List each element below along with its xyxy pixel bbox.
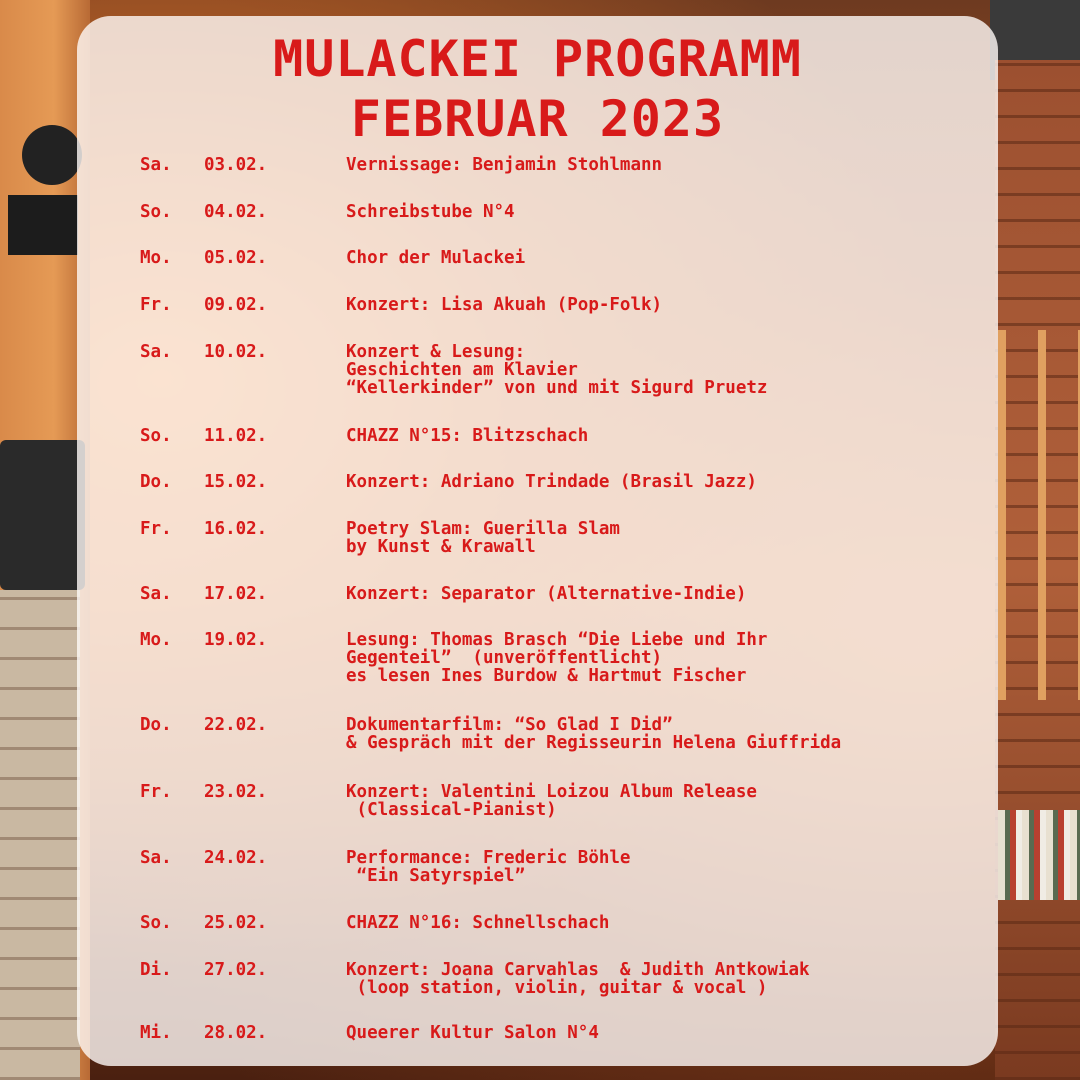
event-day: Do. bbox=[140, 472, 172, 492]
event-description-line: “Ein Satyrspiel” bbox=[346, 866, 526, 886]
event-description bbox=[346, 520, 620, 556]
event-description bbox=[346, 156, 662, 174]
event-date: 15.02. bbox=[204, 472, 268, 492]
event-day: Mi. bbox=[140, 1023, 172, 1043]
event-date: 22.02. bbox=[204, 715, 268, 735]
background-railing bbox=[998, 330, 1080, 700]
event-list bbox=[77, 16, 998, 1066]
event-date: 10.02. bbox=[204, 342, 268, 362]
event-description-line: Geschichten am Klavier bbox=[346, 360, 578, 380]
event-description-line: Konzert: Joana Carvahlas & Judith Antkowiak bbox=[346, 960, 810, 980]
event-description bbox=[346, 473, 757, 491]
event-description bbox=[346, 631, 767, 685]
event-day: Sa. bbox=[140, 584, 172, 604]
event-description-line: by Kunst & Krawall bbox=[346, 537, 536, 557]
event-description-line: (loop station, violin, guitar & vocal ) bbox=[346, 978, 768, 998]
event-description bbox=[346, 783, 757, 819]
event-description-line: Lesung: Thomas Brasch “Die Liebe und Ihr bbox=[346, 630, 768, 650]
event-description-line: (Classical-Pianist) bbox=[346, 800, 557, 820]
event-day: Fr. bbox=[140, 295, 172, 315]
event-description-line: Konzert & Lesung: bbox=[346, 342, 526, 362]
event-description-line: Dokumentarfilm: “So Glad I Did” bbox=[346, 715, 673, 735]
event-description bbox=[346, 1024, 599, 1042]
event-description bbox=[346, 249, 525, 267]
event-day: Fr. bbox=[140, 782, 172, 802]
event-description-line: Konzert: Valentini Loizou Album Release bbox=[346, 782, 757, 802]
event-day: Do. bbox=[140, 715, 172, 735]
event-description bbox=[346, 716, 841, 752]
event-description-line: Poetry Slam: Guerilla Slam bbox=[346, 519, 620, 539]
event-date: 25.02. bbox=[204, 913, 268, 933]
event-description-line: es lesen Ines Burdow & Hartmut Fischer bbox=[346, 666, 747, 686]
event-day: So. bbox=[140, 202, 172, 222]
event-description-line: Konzert: Separator (Alternative-Indie) bbox=[346, 584, 747, 604]
event-date: 28.02. bbox=[204, 1023, 268, 1043]
event-date: 05.02. bbox=[204, 248, 268, 268]
event-date: 03.02. bbox=[204, 155, 268, 175]
page-subtitle: FEBRUAR 2023 bbox=[350, 90, 725, 148]
event-day: So. bbox=[140, 426, 172, 446]
event-description-line: Chor der Mulackei bbox=[346, 248, 526, 268]
event-description bbox=[346, 849, 630, 885]
event-day: Fr. bbox=[140, 519, 172, 539]
speaker-icon bbox=[0, 440, 85, 590]
event-description-line: CHAZZ N°16: Schnellschach bbox=[346, 913, 610, 933]
event-date: 23.02. bbox=[204, 782, 268, 802]
event-description-line: & Gespräch mit der Regisseurin Helena Giuffrida bbox=[346, 733, 842, 753]
event-day: Sa. bbox=[140, 848, 172, 868]
event-description bbox=[346, 914, 609, 932]
event-description-line: Performance: Frederic Böhle bbox=[346, 848, 631, 868]
event-description-line: “Kellerkinder” von und mit Sigurd Pruetz bbox=[346, 378, 768, 398]
event-description bbox=[346, 343, 767, 397]
event-description bbox=[346, 961, 810, 997]
page-title: MULACKEI PROGRAMM bbox=[273, 30, 802, 88]
event-description-line: Vernissage: Benjamin Stohlmann bbox=[346, 155, 663, 175]
event-date: 19.02. bbox=[204, 630, 268, 650]
event-description-line: Konzert: Adriano Trindade (Brasil Jazz) bbox=[346, 472, 757, 492]
background-pillar bbox=[0, 590, 80, 1080]
event-description-line: Schreibstube N°4 bbox=[346, 202, 515, 222]
event-date: 16.02. bbox=[204, 519, 268, 539]
stage-lamp-icon bbox=[22, 125, 82, 185]
program-panel bbox=[77, 16, 998, 1066]
event-date: 09.02. bbox=[204, 295, 268, 315]
event-description bbox=[346, 296, 662, 314]
event-description bbox=[346, 427, 588, 445]
event-day: Sa. bbox=[140, 342, 172, 362]
event-description bbox=[346, 203, 515, 221]
event-description bbox=[346, 585, 746, 603]
event-day: So. bbox=[140, 913, 172, 933]
event-date: 11.02. bbox=[204, 426, 268, 446]
event-date: 17.02. bbox=[204, 584, 268, 604]
event-description-line: Queerer Kultur Salon N°4 bbox=[346, 1023, 599, 1043]
event-day: Mo. bbox=[140, 248, 172, 268]
event-description-line: Konzert: Lisa Akuah (Pop-Folk) bbox=[346, 295, 663, 315]
event-date: 04.02. bbox=[204, 202, 268, 222]
background-bookshelf bbox=[998, 810, 1080, 900]
event-day: Di. bbox=[140, 960, 172, 980]
event-description-line: CHAZZ N°15: Blitzschach bbox=[346, 426, 589, 446]
stage-light-icon bbox=[8, 195, 78, 255]
event-date: 27.02. bbox=[204, 960, 268, 980]
event-date: 24.02. bbox=[204, 848, 268, 868]
event-description-line: Gegenteil” (unveröffentlicht) bbox=[346, 648, 663, 668]
event-day: Mo. bbox=[140, 630, 172, 650]
event-day: Sa. bbox=[140, 155, 172, 175]
